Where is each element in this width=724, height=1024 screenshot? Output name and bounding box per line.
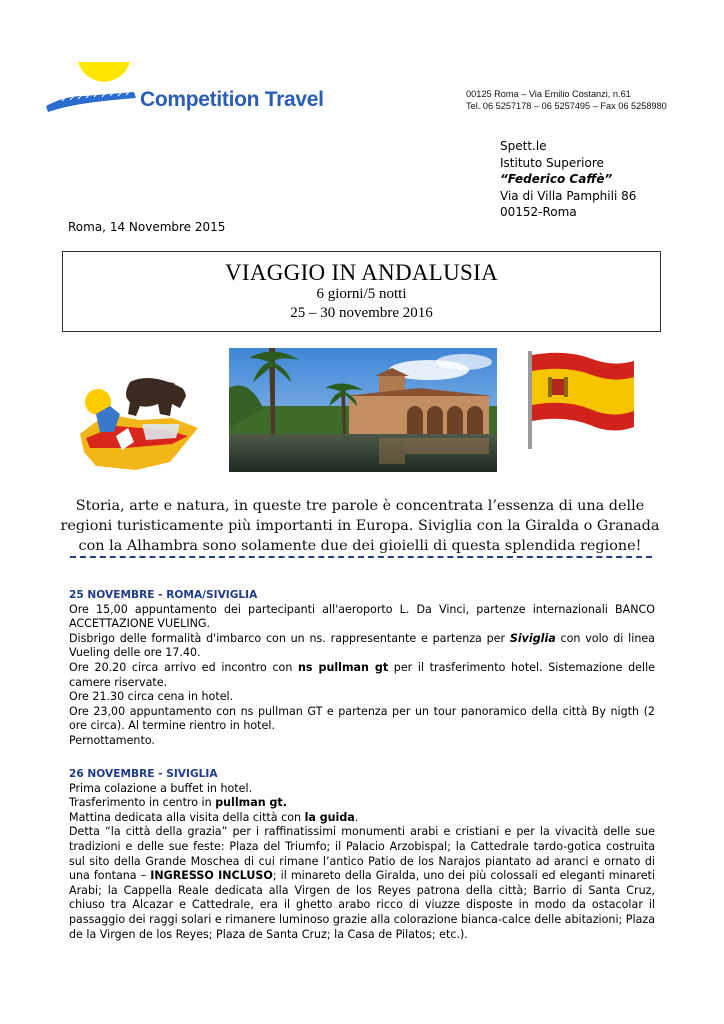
recipient-line: 00152-Roma [500,205,577,219]
day-paragraph: Ore 21.30 circa cena in hotel. [69,690,234,704]
intro-text [50,496,670,556]
recipient-line: Istituto Superiore [500,155,604,170]
day-paragraph: Trasferimento in centro in pullman gt. [69,796,287,810]
recipient-block [500,138,636,221]
trip-dates: 25 – 30 novembre 2016 [290,305,433,321]
dashed-divider [70,556,652,558]
day-paragraph: Mattina dedicata alla visita della città con la guida. [69,810,359,824]
intro-line: Storia, arte e natura, in queste tre parole è concentrata l’essenza di una delle [75,498,645,514]
spain-flag [526,351,636,449]
alhambra-photo [229,348,497,472]
day-paragraph: Prima colazione a buffet in hotel. [69,781,253,795]
day-paragraph: Ore 20.20 circa arrivo ed incontro con ns pullman gt per il trasferimento hotel. Sistemazione delle camere riservate. [69,660,655,689]
trip-title: VIAGGIO IN ANDALUSIA [224,260,499,285]
day-paragraph: Detta “la città della grazia” per i raffinatissimi monumenti arabi e cristiani e per la vivacità delle sue tradizioni e delle sue feste: Plaza del Triumfo; il Palacio Arzobispal; la Cattedrale tardo-gotica costruita sul sito della Grande Moschea di cui rimane l’antico Patio de los Narajos piantato ad aranci e ornato di una fontana – INGRESSO INCLUSO; il minareto della Giralda, uno dei più colossali ed eleganti minareti Arabi; la Cappella Reale dedicata alla Virgen de los Reyes patrona della città; Barrio di Santa Cruz, chiuso tra Alcazar e Cattedrale, era il ghetto arabo ricco di viuzze disposte in modo da ostacolar il passaggio dei raggi solari e rimanere luminoso grazie alla colorazione bianca-calce delle abitazioni; Plaza de la Virgen de los Reyes; Plaza de Santa Cruz; la Casa de Pilatos; etc.). [69,825,655,941]
company-name: Competition Travel [140,88,324,111]
itinerary-day [69,588,655,749]
title-box [62,251,661,332]
day-heading: 25 NOVEMBRE - ROMA/SIVIGLIA [69,589,258,601]
spain-bull-illustration [76,374,200,472]
intro-line: regioni turisticamente più importanti in Europa. Siviglia con la Giralda o Granada [60,518,660,534]
letter-date: Roma, 14 Novembre 2015 [68,220,226,234]
day-paragraph: Ore 23,00 appuntamento con ns pullman GT e partenza per un tour panoramico della città By nigth (2 ore circa). Al termine rientro in hotel. [69,704,655,733]
day-heading: 26 NOVEMBRE - SIVIGLIA [69,768,218,780]
day-paragraph: Disbrigo delle formalità d'imbarco con un ns. rappresentante e partenza per Siviglia con volo di linea Vueling delle ore 17.40. [69,631,655,660]
trip-duration: 6 giorni/5 notti [316,286,407,302]
recipient-school-name: “Federico Caffè” [500,172,613,186]
intro-line: con la Alhambra sono solamente due dei gioielli di questa splendida regione! [78,538,642,554]
recipient-line: Via di Villa Pamphili 86 [500,188,637,203]
itinerary-day [69,767,655,942]
company-contact [466,89,667,112]
day-paragraph: Pernottamento. [69,733,155,747]
company-phones: Tel. 06 5257178 – 06 5257495 – Fax 06 5258980 [466,100,667,111]
company-address: 00125 Roma – Via Emilio Costanzi, n.61 [466,89,631,99]
recipient-line: Spett.le [500,139,547,153]
day-paragraph: Ore 15,00 appuntamento dei partecipanti all'aeroporto L. Da Vinci, partenze internazionali BANCO ACCETTAZIONE VUELING. [69,602,655,631]
